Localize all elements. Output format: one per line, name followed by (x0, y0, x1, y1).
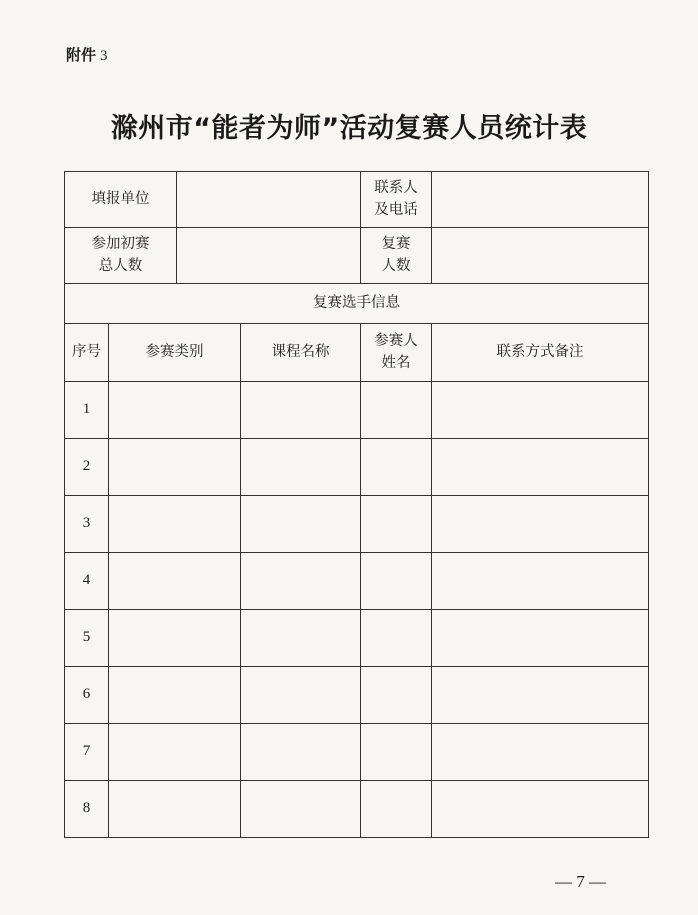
table-row (65, 610, 649, 667)
page-number: — 7 — (555, 872, 606, 891)
statistics-form-table (64, 171, 649, 838)
unit-input-cell[interactable] (177, 172, 361, 228)
name-cell[interactable] (361, 439, 432, 496)
course-cell[interactable] (241, 667, 361, 724)
attachment-number: 3 (100, 48, 108, 64)
unit-label-cell: 填报单位 (65, 172, 177, 228)
name-cell[interactable] (361, 553, 432, 610)
first-total-input-cell[interactable] (177, 228, 361, 284)
table-row (65, 553, 649, 610)
row-column-headers (65, 324, 649, 382)
name-cell[interactable] (361, 382, 432, 439)
table-row (65, 382, 649, 439)
row-serial: 6 (65, 667, 109, 724)
second-total-label-cell: 复赛 人数 (361, 228, 432, 284)
row-totals (65, 228, 649, 284)
course-cell[interactable] (241, 610, 361, 667)
category-cell[interactable] (109, 724, 241, 781)
remarks-cell[interactable] (432, 382, 649, 439)
course-cell[interactable] (241, 439, 361, 496)
row-serial: 3 (65, 496, 109, 553)
second-total-input-cell[interactable] (432, 228, 649, 284)
table-row (65, 667, 649, 724)
row-serial: 7 (65, 724, 109, 781)
document-title: 滁州市“能者为师”活动复赛人员统计表 (110, 113, 588, 144)
table-row (65, 724, 649, 781)
remarks-cell[interactable] (432, 553, 649, 610)
category-cell[interactable] (109, 439, 241, 496)
row-serial: 2 (65, 439, 109, 496)
attachment-text: 附件 (66, 46, 97, 64)
row-section-title (65, 284, 649, 324)
contact-label-cell: 联系人 及电话 (361, 172, 432, 228)
name-cell[interactable] (361, 667, 432, 724)
attachment-label (66, 44, 108, 65)
row-serial: 8 (65, 781, 109, 838)
category-cell[interactable] (109, 781, 241, 838)
remarks-cell[interactable] (432, 496, 649, 553)
category-cell[interactable] (109, 382, 241, 439)
table-row (65, 439, 649, 496)
row-serial: 4 (65, 553, 109, 610)
remarks-cell[interactable] (432, 724, 649, 781)
name-cell[interactable] (361, 496, 432, 553)
header-participant-name: 参赛人 姓名 (361, 324, 432, 382)
name-cell[interactable] (361, 724, 432, 781)
header-course: 课程名称 (241, 324, 361, 382)
course-cell[interactable] (241, 724, 361, 781)
course-cell[interactable] (241, 553, 361, 610)
contact-input-cell[interactable] (432, 172, 649, 228)
name-cell[interactable] (361, 610, 432, 667)
header-serial: 序号 (65, 324, 109, 382)
remarks-cell[interactable] (432, 781, 649, 838)
table-row (65, 781, 649, 838)
table-row (65, 496, 649, 553)
category-cell[interactable] (109, 496, 241, 553)
name-cell[interactable] (361, 781, 432, 838)
header-remarks: 联系方式备注 (432, 324, 649, 382)
category-cell[interactable] (109, 610, 241, 667)
remarks-cell[interactable] (432, 610, 649, 667)
remarks-cell[interactable] (432, 439, 649, 496)
course-cell[interactable] (241, 382, 361, 439)
row-serial: 5 (65, 610, 109, 667)
row-reporting-unit (65, 172, 649, 228)
category-cell[interactable] (109, 553, 241, 610)
course-cell[interactable] (241, 781, 361, 838)
category-cell[interactable] (109, 667, 241, 724)
header-category: 参赛类别 (109, 324, 241, 382)
remarks-cell[interactable] (432, 667, 649, 724)
first-total-label-cell: 参加初赛 总人数 (65, 228, 177, 284)
course-cell[interactable] (241, 496, 361, 553)
row-serial: 1 (65, 382, 109, 439)
section-title-cell: 复赛选手信息 (65, 284, 649, 324)
